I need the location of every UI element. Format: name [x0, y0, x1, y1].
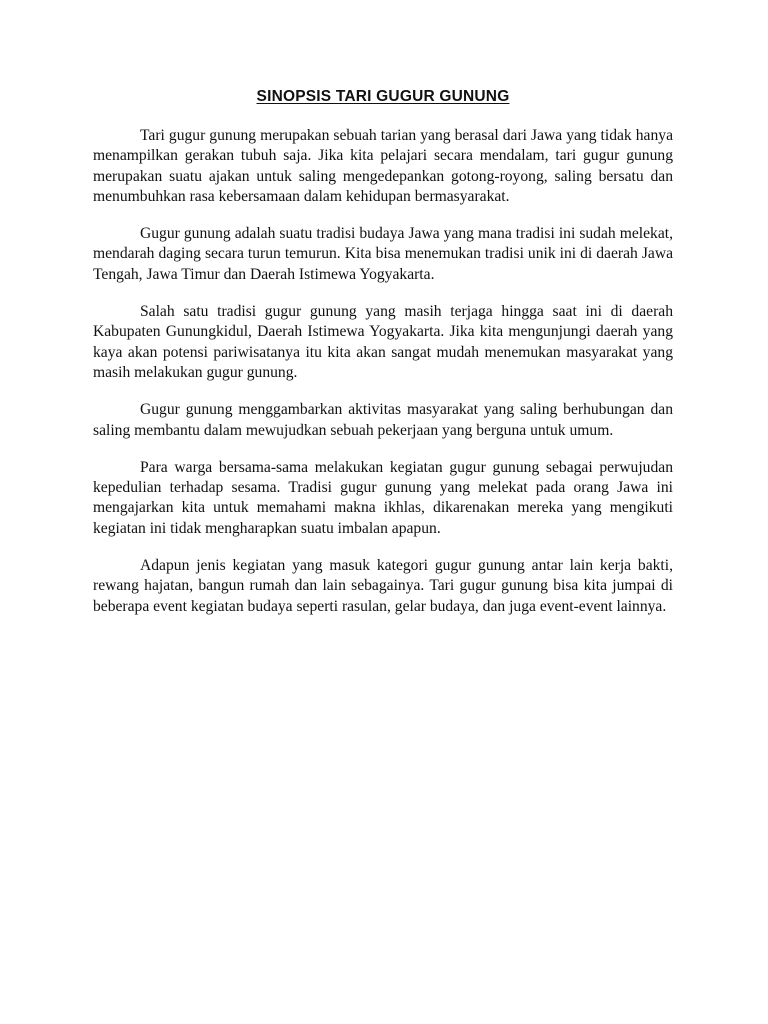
paragraph-4: Gugur gunung menggambarkan aktivitas masyarakat yang saling berhubungan dan saling membantu dalam mewujudkan sebuah pekerjaan yang berguna untuk umum.	[93, 401, 673, 439]
paragraph-6: Adapun jenis kegiatan yang masuk kategori gugur gunung antar lain kerja bakti, rewang hajatan, bangun rumah dan lain sebagainya. Tari gugur gunung bisa kita jumpai di beberapa event kegiatan budaya seperti rasulan, gelar budaya, dan juga event-event lainnya.	[93, 557, 673, 615]
paragraph-3: Salah satu tradisi gugur gunung yang masih terjaga hingga saat ini di daerah Kabupaten Gunungkidul, Daerah Istimewa Yogyakarta. Jika kita mengunjungi daerah yang kaya akan potensi pariwisatanya itu kita akan sangat mudah menemukan masyarakat yang masih melakukan gugur gunung.	[93, 303, 673, 381]
paragraph-2: Gugur gunung adalah suatu tradisi budaya Jawa yang mana tradisi ini sudah melekat, mendarah daging secara turun temurun. Kita bisa menemukan tradisi unik ini di daerah Jawa Tengah, Jawa Timur dan Daerah Istimewa Yogyakarta.	[93, 225, 673, 283]
paragraph-5: Para warga bersama-sama melakukan kegiatan gugur gunung sebagai perwujudan kepedulian terhadap sesama. Tradisi gugur gunung yang melekat pada orang Jawa ini mengajarkan kita untuk memahami makna ikhlas, dikarenakan mereka yang mengikuti kegiatan ini tidak mengharapkan suatu imbalan apapun.	[93, 458, 673, 537]
document-title: SINOPSIS TARI GUGUR GUNUNG	[256, 88, 510, 105]
paragraph-1: Tari gugur gunung merupakan sebuah tarian yang berasal dari Jawa yang tidak hanya menampilkan gerakan tubuh saja. Jika kita pelajari secara mendalam, tari gugur gunung merupakan suatu ajakan untuk saling mengedepankan gotong-royong, saling bersatu dan menumbuhkan rasa kebersamaan dalam kehidupan bermasyarakat.	[93, 127, 673, 205]
